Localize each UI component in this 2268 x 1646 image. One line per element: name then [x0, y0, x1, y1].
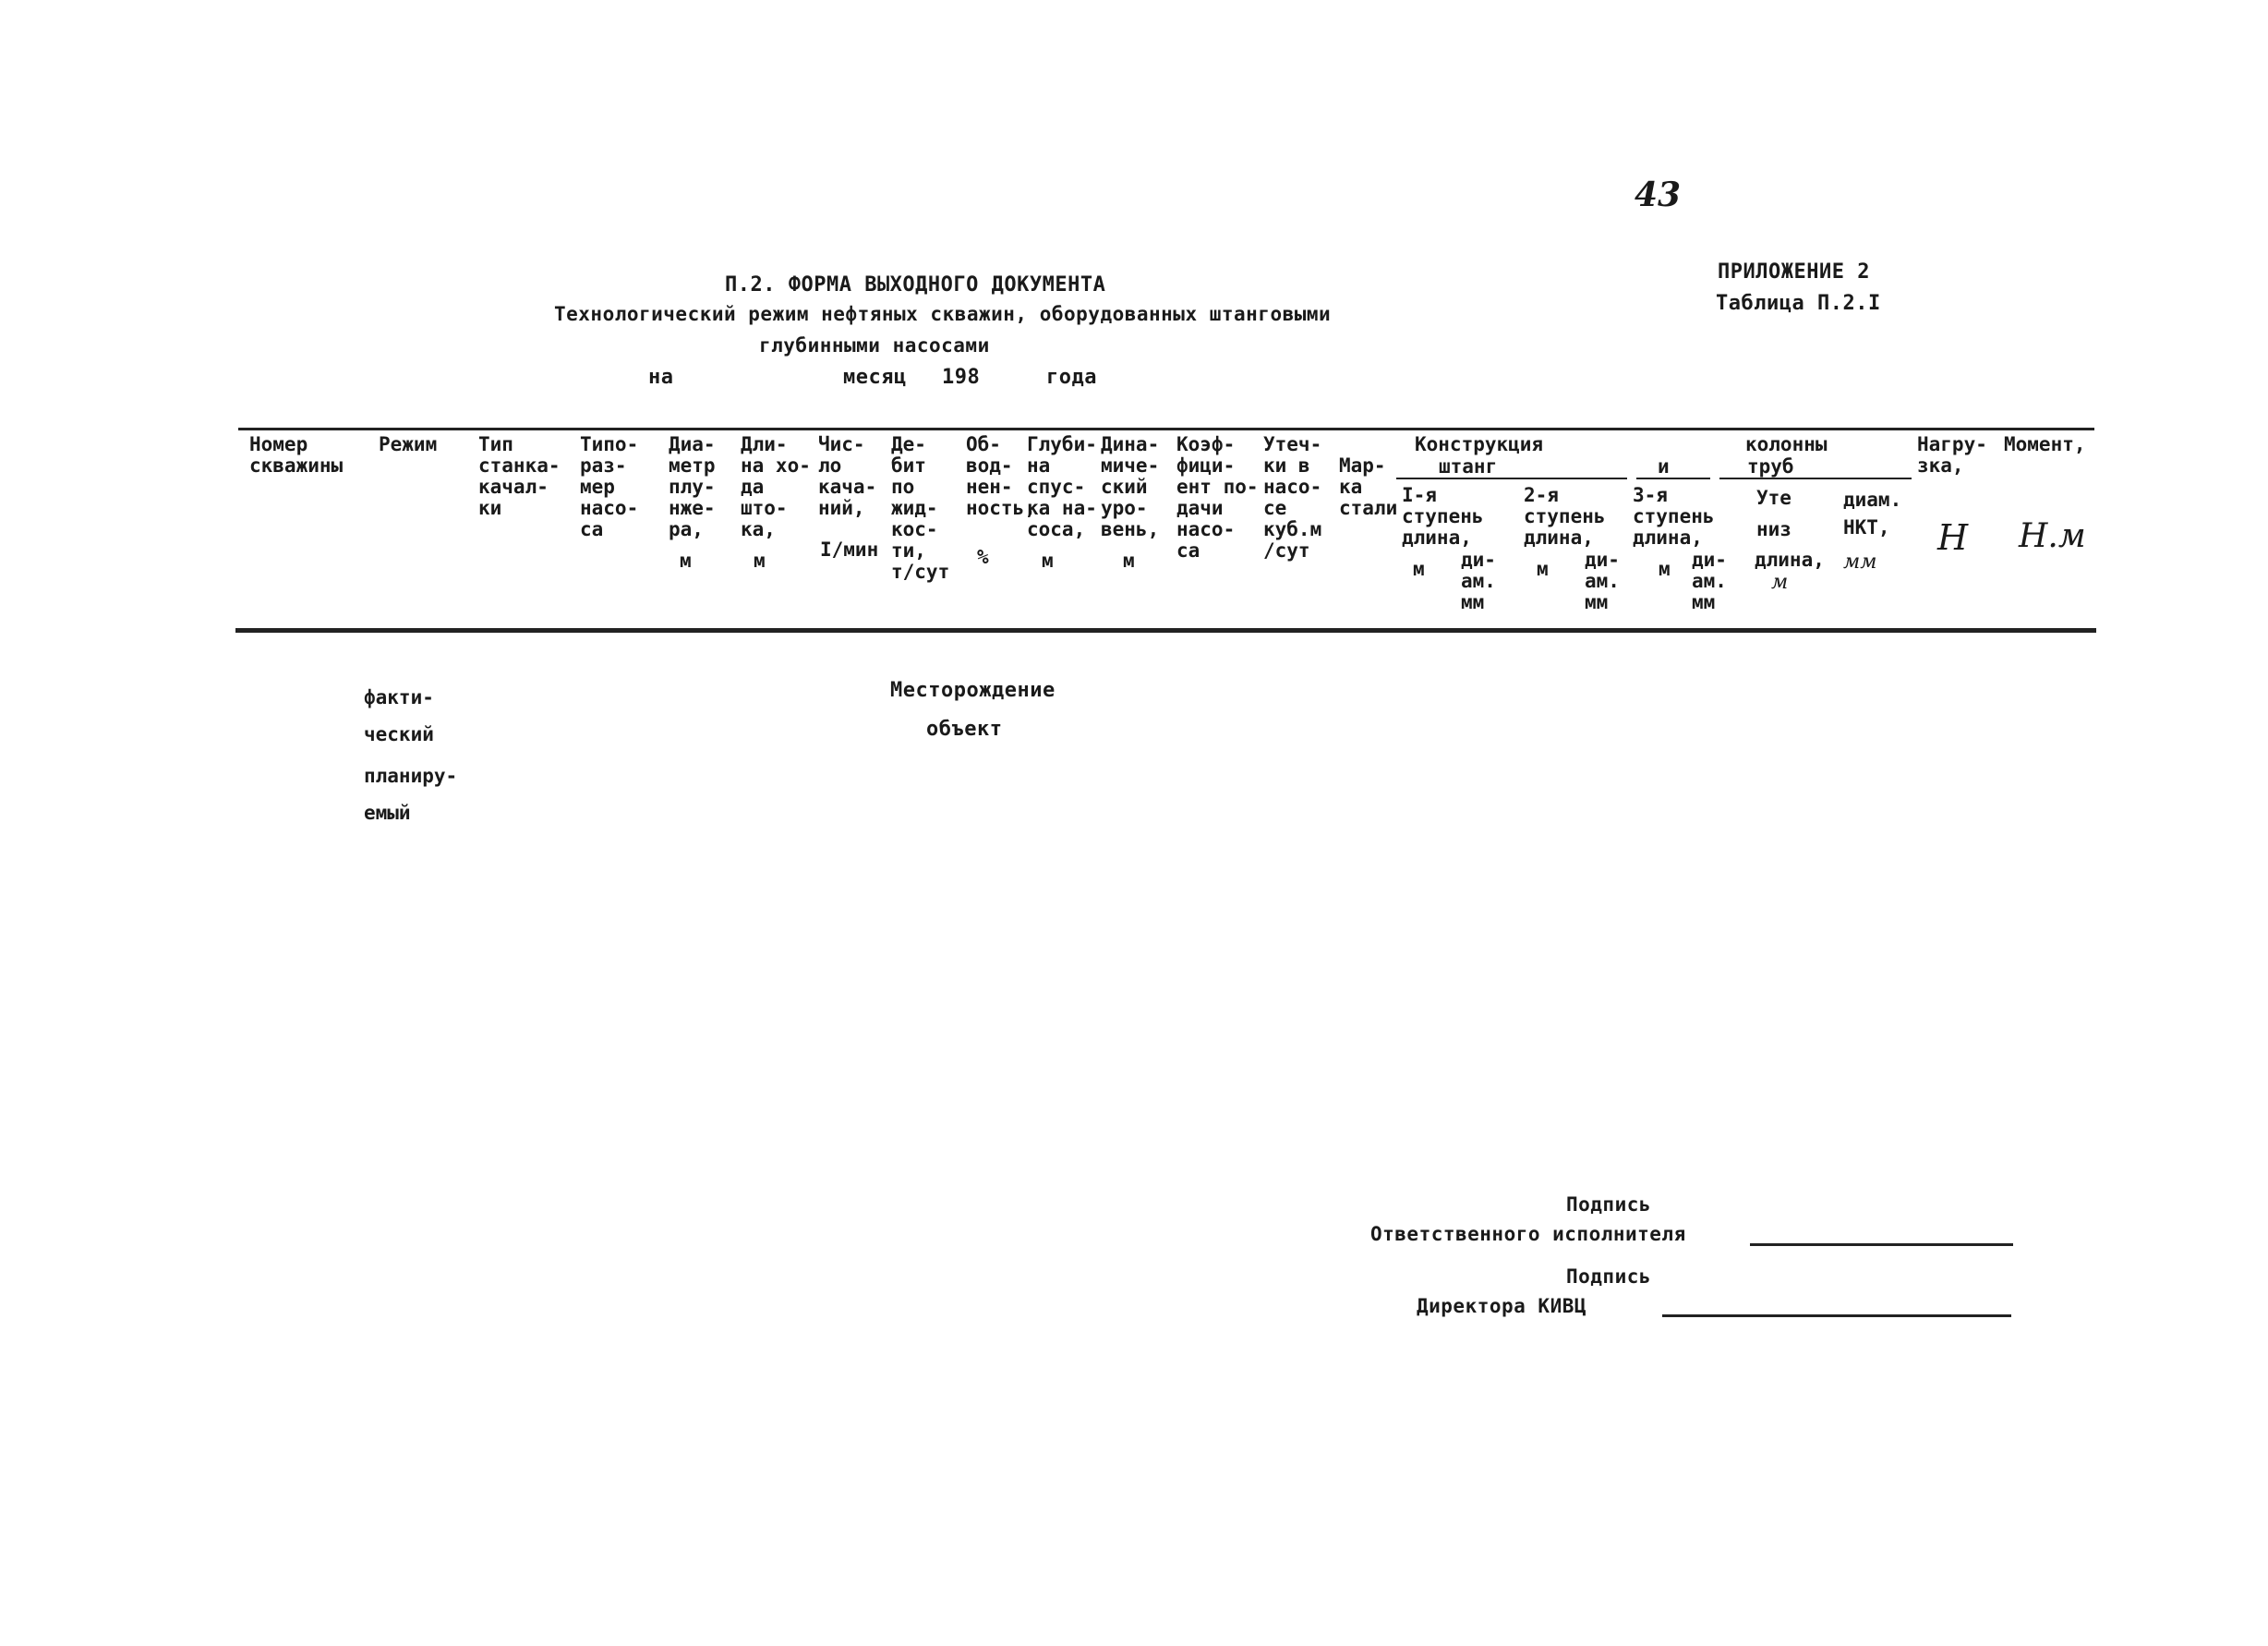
rod-stage-1: I-я ступень длина,	[1402, 484, 1484, 549]
col-mode: Режим	[379, 433, 438, 455]
col-pump-leakage: Утеч- ки в насо- се куб.м /сут	[1263, 433, 1322, 562]
signature-2-line	[1662, 1314, 2011, 1317]
object-label: объект	[926, 718, 1003, 741]
col-pumpjack-type: Тип станка- качал- ки	[478, 433, 561, 519]
col-plunger-diameter: Диа- метр плу- нже- ра,	[669, 433, 716, 540]
col-well-number: Номер скважины	[249, 433, 344, 477]
tubing-diameter-unit: мм	[1843, 551, 1877, 574]
period-month: месяц	[843, 366, 907, 389]
col-flow-rate: Де- бит по жид- кос- ти, т/сут	[891, 433, 950, 583]
group-tubes: труб	[1747, 455, 1794, 478]
rods-underline	[1396, 478, 1627, 479]
col-pump-efficiency: Коэф- фици- ент по- дачи насо- са	[1176, 433, 1259, 562]
col-dynamic-level: Дина- миче- ский уро- вень,	[1101, 433, 1160, 540]
col-water-cut-unit: %	[977, 546, 989, 568]
group-tubing: колонны	[1745, 433, 1828, 455]
appendix-label: ПРИЛОЖЕНИЕ 2	[1718, 260, 1870, 284]
rod-stage-3-len-unit: м	[1659, 558, 1671, 580]
document-heading: П.2. ФОРМА ВЫХОДНОГО ДОКУМЕНТА	[725, 273, 1106, 297]
rod-stage-2: 2-я ступень длина,	[1524, 484, 1606, 549]
document-subtitle: Технологический режим нефтяных скважин, оборудованных штанговыми	[554, 303, 1332, 325]
col-dynamic-level-unit: м	[1123, 550, 1135, 572]
tube-length-1: Уте	[1756, 487, 1791, 509]
period-na: на	[648, 366, 674, 389]
col-pump-size: Типо- раз- мер насо- са	[580, 433, 639, 540]
table-top-rule	[238, 428, 2094, 430]
group-construction: Конструкция	[1415, 433, 1544, 455]
signature-2-label: Подпись	[1566, 1265, 1652, 1288]
col-steel-grade: Мар- ка стали	[1339, 454, 1398, 519]
mode-actual: факти- ческий	[364, 686, 434, 745]
rod-stage-3-diam: ди- ам. мм	[1692, 549, 1727, 613]
period-goda: года	[1046, 366, 1097, 389]
col-pump-depth: Глуби- на спус- ка на- соса,	[1027, 433, 1097, 540]
col-plunger-diameter-unit: м	[680, 550, 692, 572]
page-number: 43	[1635, 175, 1682, 214]
col-moment: Момент,	[2004, 433, 2086, 455]
tube-length-3: длина,	[1755, 549, 1825, 571]
tube-length-2: низ	[1756, 518, 1791, 540]
rod-stage-1-len-unit: м	[1413, 558, 1425, 580]
rod-stage-1-diam: ди- ам. мм	[1461, 549, 1496, 613]
col-moment-unit: Н.м	[2019, 517, 2086, 555]
signature-1-label: Подпись	[1566, 1193, 1652, 1216]
col-stroke-length-unit: м	[754, 550, 766, 572]
document-subtitle-2: глубинными насосами	[759, 334, 990, 357]
tubing-diameter-2: НКТ,	[1843, 516, 1890, 539]
col-strokes: Чис- ло кача- ний,	[818, 433, 877, 519]
conj-underline	[1636, 478, 1710, 479]
period-year: 198	[942, 366, 981, 389]
signature-1-line	[1750, 1243, 2013, 1246]
field-label: Месторождение	[890, 679, 1056, 702]
mode-planned: планиру- емый	[364, 765, 458, 824]
rod-stage-2-len-unit: м	[1537, 558, 1549, 580]
signature-1-role: Ответственного исполнителя	[1370, 1223, 1686, 1245]
rod-stage-2-diam: ди- ам. мм	[1585, 549, 1620, 613]
col-load-unit: Н	[1937, 517, 1969, 558]
tubes-underline	[1719, 478, 1912, 479]
group-rods: штанг	[1439, 455, 1498, 478]
col-load: Нагру- зка,	[1917, 433, 1987, 477]
col-water-cut: Об- вод- нен- ность,	[966, 433, 1036, 519]
group-conj: и	[1658, 455, 1670, 478]
signature-2-role: Директора КИВЦ	[1417, 1295, 1587, 1317]
rod-stage-3: 3-я ступень длина,	[1633, 484, 1715, 549]
table-bottom-rule	[235, 628, 2096, 633]
col-strokes-unit: I/мин	[820, 539, 879, 561]
tube-length-unit: м	[1771, 571, 1789, 594]
table-number: Таблица П.2.I	[1716, 292, 1881, 315]
col-stroke-length: Дли- на хо- да што- ка,	[741, 433, 811, 540]
tubing-diameter-1: диам.	[1843, 489, 1902, 511]
col-pump-depth-unit: м	[1042, 550, 1054, 572]
